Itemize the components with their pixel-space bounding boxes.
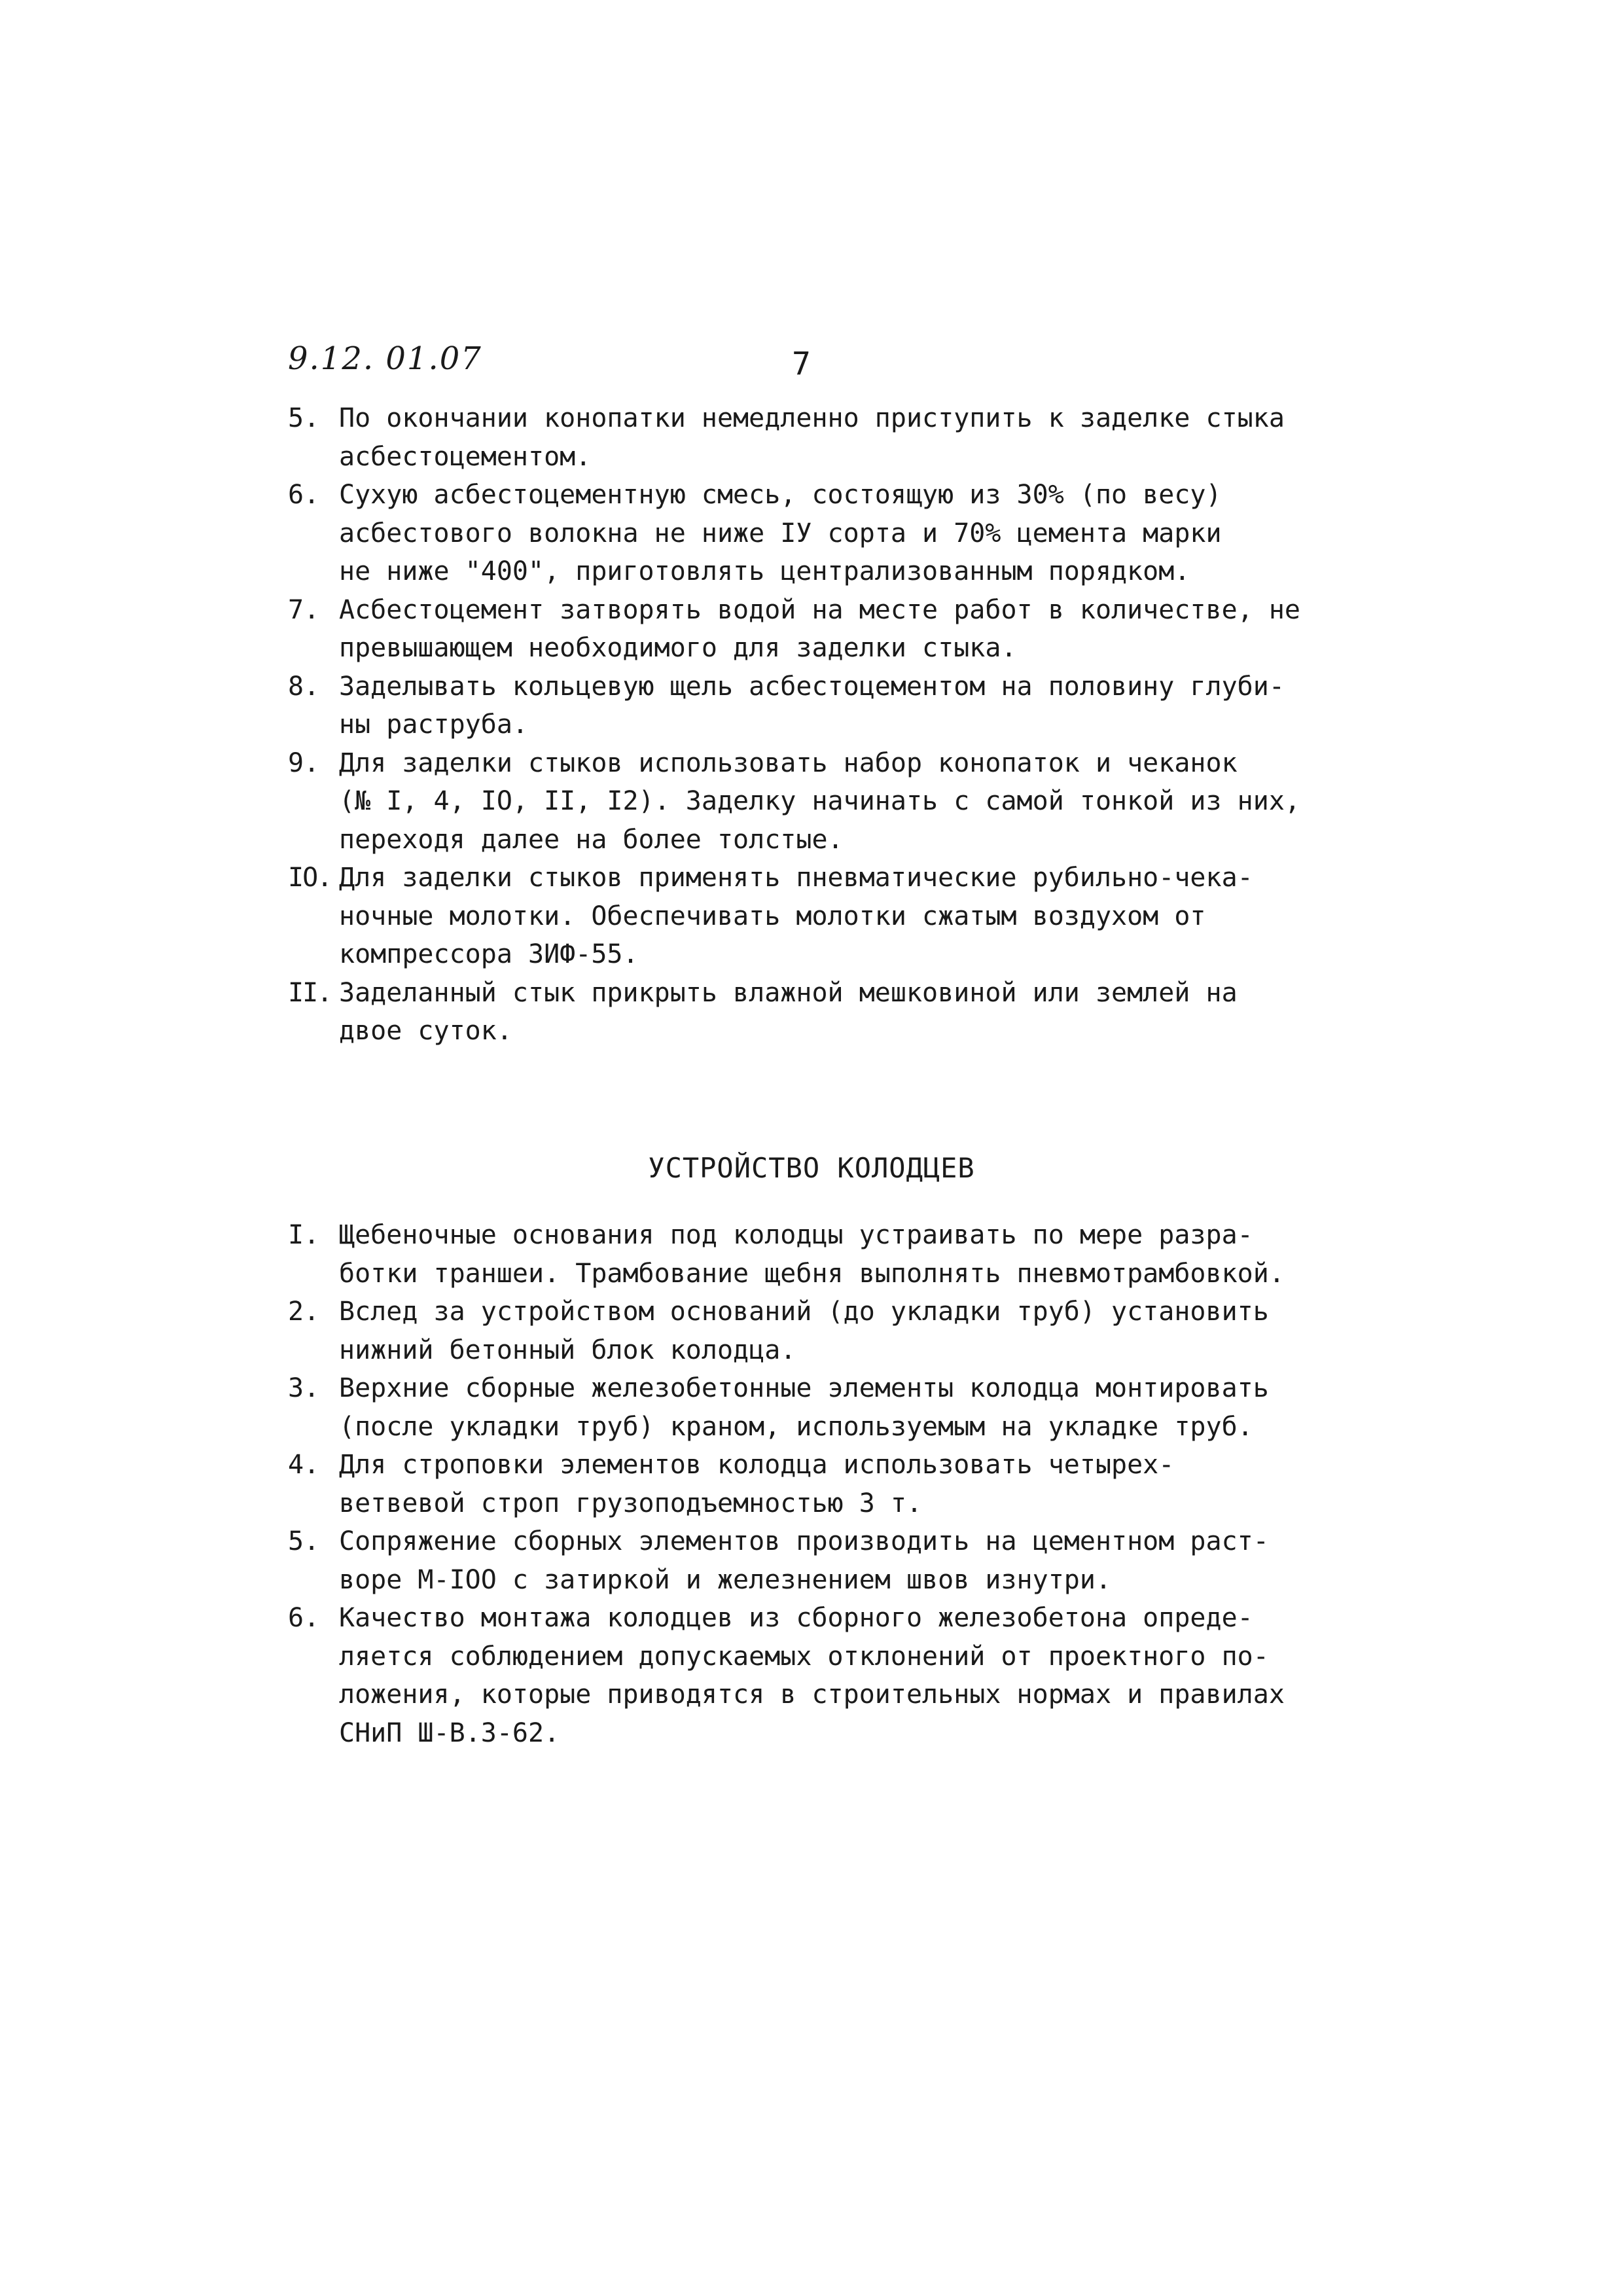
item-text: Асбестоцемент затворять водой на месте работ в количестве, не превышающем необходимого для заделки стыка. [339,594,1301,663]
list-item [288,1446,1335,1522]
list-item [288,591,1335,668]
item-text: По окончании конопатки немедленно приступить к заделке стыка асбестоцементом. [339,403,1285,472]
item-text: Сопряжение сборных элементов производить на цементном раст- воре М-IOO с затиркой и железнением швов изнутри. [339,1526,1269,1595]
item-text: Качество монтажа колодцев из сборного железобетона опреде- ляется соблюдением допускаемых отклонений от проектного по- ложения, которые приводятся в строительных нормах и правилах СНиП Ш-В.3-62. [339,1603,1285,1748]
item-number: 3. [288,1373,320,1403]
item-number: 8. [288,671,320,702]
item-text: Вслед за устройством оснований (до укладки труб) установить нижний бетонный блок колодца. [339,1297,1269,1365]
item-number: 7. [288,594,320,625]
item-number: II. [288,977,332,1008]
item-text: Заделанный стык прикрыть влажной мешковиной или землей на двое суток. [339,977,1238,1046]
item-text: Щебеночные основания под колодцы устраивать по мере разра- ботки траншеи. Трамбование щебня выполнять пневмотрамбовкой. [339,1220,1285,1289]
item-text: Сухую асбестоцементную смесь, состоящую из 30% (по весу) асбестового волокна не ниже IУ сорта и 70% цемента марки не ниже "400", приготовлять централизованным порядком. [339,480,1222,586]
list-item [288,974,1335,1050]
list-item [288,744,1335,859]
page-number: 7 [792,346,811,382]
item-text: Заделывать кольцевую щель асбестоцементом на половину глуби- ны раструба. [339,671,1285,740]
item-text: Верхние сборные железобетонные элементы колодца монтировать (после укладки труб) краном, используемым на укладке труб. [339,1373,1269,1442]
list-item [288,1522,1335,1599]
item-text: Для заделки стыков применять пневматические рубильно-чека- ночные молотки. Обеспечивать молотки сжатым воздухом от компрессора ЗИФ-55. [339,863,1253,969]
item-number: 5. [288,403,320,433]
item-text: Для заделки стыков использовать набор конопаток и чеканок (№ I, 4, IO, II, I2). Заделку начинать с самой тонкой из них, переходя далее на более толстые. [339,747,1301,855]
item-number: 4. [288,1450,320,1480]
list-item [288,859,1335,974]
list-item [288,1369,1335,1446]
item-number: 2. [288,1297,320,1327]
item-number: IO. [288,863,332,893]
item-number: 6. [288,480,320,510]
item-text: Для строповки элементов колодца использовать четырех- ветвевой строп грузоподъемностью 3 т. [339,1450,1175,1518]
wells-steps-list [288,1216,1335,1752]
list-item [288,1216,1335,1293]
item-number: I. [288,1220,320,1250]
list-item [288,1599,1335,1752]
item-number: 5. [288,1526,320,1556]
item-number: 6. [288,1603,320,1633]
list-item [288,1293,1335,1369]
list-item [288,668,1335,744]
document-code: 9.12. 01.07 [288,340,482,377]
list-item [288,476,1335,591]
item-number: 9. [288,747,320,778]
list-item [288,399,1335,476]
installation-steps-list [288,399,1335,1050]
section-title: УСТРОЙСТВО КОЛОДЦЕВ [648,1152,975,1184]
